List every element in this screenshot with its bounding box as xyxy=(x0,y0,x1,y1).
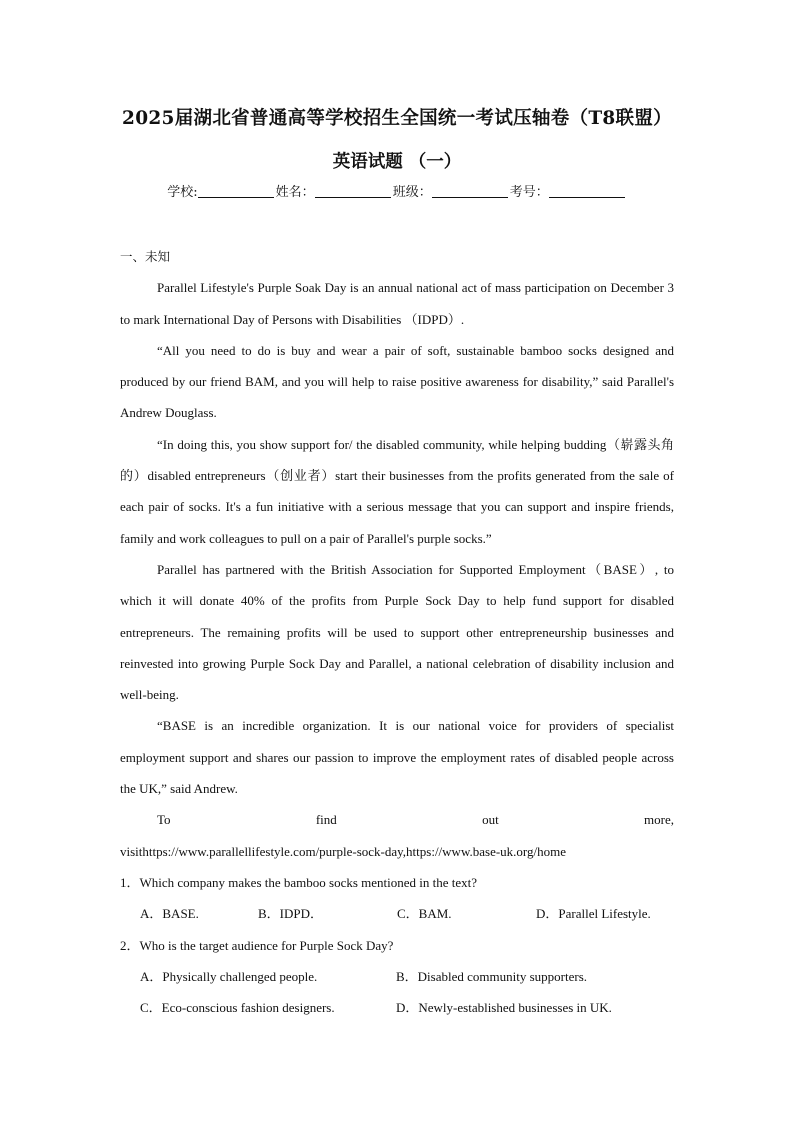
question-2-option-b[interactable]: B．Disabled community supporters. xyxy=(396,968,588,984)
passage-url-line: visithttps://www.parallellifestyle.com/purple-sock-day,https://www.base-uk.org/home xyxy=(120,843,567,859)
question-2-option-a[interactable]: A．Physically challenged people. xyxy=(140,968,318,984)
name-label: 姓名： xyxy=(275,185,315,200)
question-1-option-c[interactable]: C．BAM. xyxy=(397,906,452,922)
question-1-option-a[interactable]: A．BASE. xyxy=(140,906,199,922)
class-label: 班级： xyxy=(392,185,432,200)
passage-paragraph-5: “BASE is an incredible organization. It is our national voice for providers of specialist employment support and shares our passion to improve the employment rates of disabled people across the UK,” said Andrew. xyxy=(120,718,674,797)
name-blank[interactable] xyxy=(315,185,391,198)
question-2-stem: 2．Who is the target audience for Purple Sock Day? xyxy=(120,937,394,953)
class-blank[interactable] xyxy=(432,185,508,198)
question-2-options-row-1 xyxy=(120,961,674,992)
passage-paragraph-6: To find out more, xyxy=(157,812,674,828)
school-label: 学校: xyxy=(167,185,198,200)
number-blank[interactable] xyxy=(549,185,625,198)
passage-paragraph-1: Parallel Lifestyle's Purple Soak Day is an annual national act of mass participation on December 3 to mark International Day of Persons with Disabilities （IDPD）. xyxy=(120,280,674,327)
exam-subtitle: 英语试题 （一） xyxy=(332,152,462,172)
student-info-line xyxy=(0,181,794,200)
exam-body xyxy=(120,241,674,1023)
school-blank[interactable] xyxy=(198,185,274,198)
question-2-option-c[interactable]: C．Eco-conscious fashion designers. xyxy=(140,1000,335,1016)
exam-title: 2025届湖北省普通高等学校招生全国统一考试压轴卷（T8联盟） xyxy=(122,108,672,129)
question-1-stem: 1．Which company makes the bamboo socks mentioned in the text? xyxy=(120,874,478,890)
passage-paragraph-2: “All you need to do is buy and wear a pair of soft, sustainable bamboo socks designed and produced by our friend BAM, and you will help to raise positive awareness for disability,” said Parallel's Andrew Douglass. xyxy=(120,342,674,421)
question-1-option-b[interactable]: B．IDPD． xyxy=(258,906,324,922)
passage-paragraph-4: Parallel has partnered with the British Association for Supported Employment（BASE）, to which it will donate 40% of the profits from Purple Sock Day to help fund support for disabled entrepreneurs. The remaining profits will be used to support other entrepreneurship businesses and reinvested into growing Purple Sock Day and Parallel, a national celebration of disability inclusion and well-being. xyxy=(120,561,674,703)
number-label: 考号： xyxy=(509,185,549,200)
question-1-options xyxy=(120,898,674,929)
section-heading: 一、未知 xyxy=(120,249,171,264)
question-2-option-d[interactable]: D．Newly-established businesses in UK. xyxy=(396,1000,612,1016)
passage-paragraph-3: “In doing this, you show support for/ the disabled community, while helping budding（崭露头角的）disabled entrepreneurs（创业者）start their businesses from the profits generated from the sale of each pair of socks. It's a fun initiative with a serious message that you can support and inspire friends, family and work colleagues to pull on a pair of Parallel's purple socks.” xyxy=(120,436,674,546)
question-2-options-row-2 xyxy=(120,992,674,1023)
question-1-option-d[interactable]: D．Parallel Lifestyle. xyxy=(536,906,651,922)
